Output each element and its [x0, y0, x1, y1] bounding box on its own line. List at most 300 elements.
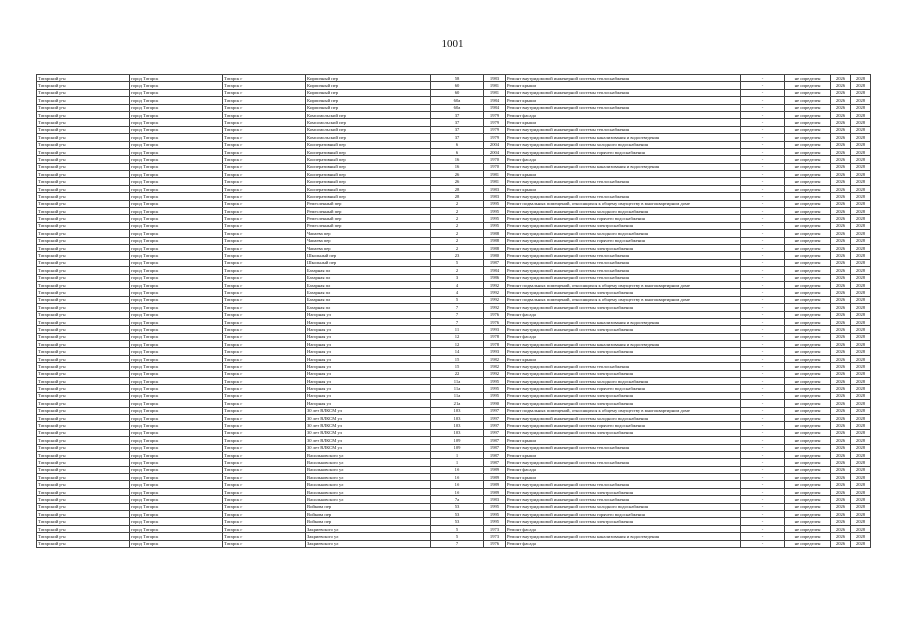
settlement-cell: Татарск г [223, 422, 306, 429]
settlement-cell: Татарск г [223, 355, 306, 362]
municipality-cell: город Татарск [130, 89, 223, 96]
year-end-cell: 2028 [851, 511, 871, 518]
table-row [37, 481, 871, 488]
work-type-cell: Ремонт внутридомовой инженерной системы электроснабжения [506, 348, 741, 355]
street-cell: Васильковского ул [306, 459, 431, 466]
contractor-cell: не определен [785, 496, 831, 503]
district-cell: Татарский р-н [37, 474, 130, 481]
cost-cell: - [741, 459, 785, 466]
district-cell: Татарский р-н [37, 97, 130, 104]
contractor-cell: не определен [785, 208, 831, 215]
table-row [37, 89, 871, 96]
district-cell: Татарский р-н [37, 422, 130, 429]
year-end-cell: 2028 [851, 208, 871, 215]
year-built-cell: 1995 [484, 511, 506, 518]
year-end-cell: 2028 [851, 496, 871, 503]
cost-cell: - [741, 326, 785, 333]
year-start-cell: 2026 [831, 200, 851, 207]
house-number-cell: 26 [431, 178, 484, 185]
settlement-cell: Татарск г [223, 525, 306, 532]
year-built-cell: 1989 [484, 488, 506, 495]
year-built-cell: 1987 [484, 437, 506, 444]
year-start-cell: 2026 [831, 311, 851, 318]
contractor-cell: не определен [785, 518, 831, 525]
municipality-cell: город Татарск [130, 230, 223, 237]
cost-cell: - [741, 126, 785, 133]
settlement-cell: Татарск г [223, 304, 306, 311]
table-row [37, 503, 871, 510]
contractor-cell: не определен [785, 178, 831, 185]
year-start-cell: 2026 [831, 481, 851, 488]
house-number-cell: 4 [431, 281, 484, 288]
year-built-cell: 1981 [484, 89, 506, 96]
cost-cell: - [741, 407, 785, 414]
year-end-cell: 2028 [851, 193, 871, 200]
year-end-cell: 2028 [851, 533, 871, 540]
settlement-cell: Татарск г [223, 400, 306, 407]
municipality-cell: город Татарск [130, 540, 223, 547]
year-built-cell: 1993 [484, 326, 506, 333]
district-cell: Татарский р-н [37, 222, 130, 229]
municipality-cell: город Татарск [130, 518, 223, 525]
street-cell: Кооперативный пер [306, 148, 431, 155]
street-cell: Школьный пер [306, 252, 431, 259]
table-row [37, 200, 871, 207]
table-row [37, 318, 871, 325]
contractor-cell: не определен [785, 466, 831, 473]
year-built-cell: 1979 [484, 134, 506, 141]
street-cell: Чапаева пер [306, 237, 431, 244]
year-built-cell: 1997 [484, 407, 506, 414]
house-number-cell: 37 [431, 119, 484, 126]
year-start-cell: 2026 [831, 333, 851, 340]
cost-cell: - [741, 481, 785, 488]
table-row [37, 348, 871, 355]
work-type-cell: Ремонт подвальных помещений, относящихся к общему имуществу в многоквартирном доме [506, 200, 741, 207]
work-type-cell: Ремонт внутридомовой инженерной системы теплоснабжения [506, 104, 741, 111]
municipality-cell: город Татарск [130, 333, 223, 340]
work-type-cell: Ремонт внутридомовой инженерной системы электроснабжения [506, 304, 741, 311]
house-number-cell: 7а [431, 496, 484, 503]
settlement-cell: Татарск г [223, 414, 306, 421]
table-row [37, 75, 871, 82]
work-type-cell: Ремонт крыши [506, 185, 741, 192]
work-type-cell: Ремонт внутридомовой инженерной системы холодного водоснабжения [506, 230, 741, 237]
year-end-cell: 2028 [851, 503, 871, 510]
street-cell: Нагорная ул [306, 341, 431, 348]
settlement-cell: Татарск г [223, 511, 306, 518]
year-end-cell: 2028 [851, 385, 871, 392]
year-built-cell: 1995 [484, 200, 506, 207]
street-cell: Кирпичный пер [306, 82, 431, 89]
year-start-cell: 2026 [831, 104, 851, 111]
street-cell: Комсомольский пер [306, 134, 431, 141]
district-cell: Татарский р-н [37, 407, 130, 414]
year-end-cell: 2028 [851, 230, 871, 237]
settlement-cell: Татарск г [223, 126, 306, 133]
contractor-cell: не определен [785, 119, 831, 126]
table-row [37, 267, 871, 274]
year-start-cell: 2026 [831, 304, 851, 311]
year-end-cell: 2028 [851, 363, 871, 370]
street-cell: 30 лет ВЛКСМ ул [306, 407, 431, 414]
settlement-cell: Татарск г [223, 451, 306, 458]
contractor-cell: не определен [785, 348, 831, 355]
district-cell: Татарский р-н [37, 392, 130, 399]
table-row [37, 437, 871, 444]
year-built-cell: 1997 [484, 422, 506, 429]
year-start-cell: 2026 [831, 533, 851, 540]
contractor-cell: не определен [785, 540, 831, 547]
work-type-cell: Ремонт фасада [506, 156, 741, 163]
district-cell: Татарский р-н [37, 363, 130, 370]
settlement-cell: Татарск г [223, 540, 306, 547]
municipality-cell: город Татарск [130, 496, 223, 503]
street-cell: 30 лет ВЛКСМ ул [306, 414, 431, 421]
year-built-cell: 1989 [484, 474, 506, 481]
cost-cell: - [741, 215, 785, 222]
municipality-cell: город Татарск [130, 422, 223, 429]
contractor-cell: не определен [785, 215, 831, 222]
street-cell: Чапаева пер [306, 244, 431, 251]
contractor-cell: не определен [785, 525, 831, 532]
settlement-cell: Татарск г [223, 237, 306, 244]
house-number-cell: 2 [431, 215, 484, 222]
settlement-cell: Татарск г [223, 222, 306, 229]
cost-cell: - [741, 533, 785, 540]
settlement-cell: Татарск г [223, 370, 306, 377]
municipality-cell: город Татарск [130, 414, 223, 421]
cost-cell: - [741, 414, 785, 421]
contractor-cell: не определен [785, 481, 831, 488]
year-built-cell: 1988 [484, 237, 506, 244]
municipality-cell: город Татарск [130, 318, 223, 325]
street-cell: Кооперативный пер [306, 141, 431, 148]
cost-cell: - [741, 304, 785, 311]
municipality-cell: город Татарск [130, 437, 223, 444]
contractor-cell: не определен [785, 104, 831, 111]
table-row [37, 104, 871, 111]
table-row [37, 363, 871, 370]
year-start-cell: 2026 [831, 326, 851, 333]
municipality-cell: город Татарск [130, 141, 223, 148]
year-start-cell: 2026 [831, 134, 851, 141]
contractor-cell: не определен [785, 444, 831, 451]
district-cell: Татарский р-н [37, 400, 130, 407]
house-number-cell: 11а [431, 378, 484, 385]
year-built-cell: 1997 [484, 414, 506, 421]
settlement-cell: Татарск г [223, 333, 306, 340]
district-cell: Татарский р-н [37, 259, 130, 266]
table-row [37, 171, 871, 178]
work-type-cell: Ремонт крыши [506, 474, 741, 481]
work-type-cell: Ремонт крыши [506, 82, 741, 89]
district-cell: Татарский р-н [37, 341, 130, 348]
work-type-cell: Ремонт фасада [506, 111, 741, 118]
cost-cell: - [741, 348, 785, 355]
table-row [37, 156, 871, 163]
year-start-cell: 2026 [831, 474, 851, 481]
contractor-cell: не определен [785, 252, 831, 259]
work-type-cell: Ремонт крыши [506, 97, 741, 104]
year-end-cell: 2028 [851, 97, 871, 104]
contractor-cell: не определен [785, 141, 831, 148]
work-type-cell: Ремонт внутридомовой инженерной системы теплоснабжения [506, 481, 741, 488]
street-cell: Школьный пер [306, 259, 431, 266]
cost-cell: - [741, 89, 785, 96]
district-cell: Татарский р-н [37, 370, 130, 377]
cost-cell: - [741, 333, 785, 340]
cost-cell: - [741, 385, 785, 392]
municipality-cell: город Татарск [130, 296, 223, 303]
district-cell: Татарский р-н [37, 156, 130, 163]
table-row [37, 533, 871, 540]
settlement-cell: Татарск г [223, 289, 306, 296]
year-end-cell: 2028 [851, 392, 871, 399]
settlement-cell: Татарск г [223, 392, 306, 399]
municipality-cell: город Татарск [130, 289, 223, 296]
year-built-cell: 1979 [484, 119, 506, 126]
district-cell: Татарский р-н [37, 200, 130, 207]
district-cell: Татарский р-н [37, 333, 130, 340]
year-end-cell: 2028 [851, 540, 871, 547]
cost-cell: - [741, 208, 785, 215]
district-cell: Татарский р-н [37, 244, 130, 251]
contractor-cell: не определен [785, 230, 831, 237]
year-built-cell: 1984 [484, 267, 506, 274]
year-start-cell: 2026 [831, 259, 851, 266]
year-built-cell: 1982 [484, 355, 506, 362]
cost-cell: - [741, 451, 785, 458]
year-end-cell: 2028 [851, 215, 871, 222]
contractor-cell: не определен [785, 451, 831, 458]
year-end-cell: 2028 [851, 422, 871, 429]
municipality-cell: город Татарск [130, 111, 223, 118]
year-end-cell: 2028 [851, 318, 871, 325]
settlement-cell: Татарск г [223, 75, 306, 82]
district-cell: Татарский р-н [37, 540, 130, 547]
street-cell: Закриевского ул [306, 525, 431, 532]
table-row [37, 333, 871, 340]
street-cell: Базарная пл [306, 289, 431, 296]
work-type-cell: Ремонт внутридомовой инженерной системы горячего водоснабжения [506, 422, 741, 429]
district-cell: Татарский р-н [37, 126, 130, 133]
cost-cell: - [741, 296, 785, 303]
contractor-cell: не определен [785, 326, 831, 333]
cost-cell: - [741, 437, 785, 444]
district-cell: Татарский р-н [37, 185, 130, 192]
table-row [37, 459, 871, 466]
year-start-cell: 2026 [831, 178, 851, 185]
year-end-cell: 2028 [851, 444, 871, 451]
contractor-cell: не определен [785, 148, 831, 155]
contractor-cell: не определен [785, 414, 831, 421]
settlement-cell: Татарск г [223, 185, 306, 192]
district-cell: Татарский р-н [37, 215, 130, 222]
municipality-cell: город Татарск [130, 311, 223, 318]
house-number-cell: 12 [431, 333, 484, 340]
year-start-cell: 2026 [831, 281, 851, 288]
cost-cell: - [741, 311, 785, 318]
settlement-cell: Татарск г [223, 104, 306, 111]
year-start-cell: 2026 [831, 370, 851, 377]
municipality-cell: город Татарск [130, 429, 223, 436]
contractor-cell: не определен [785, 392, 831, 399]
street-cell: Кооперативный пер [306, 163, 431, 170]
table-row [37, 185, 871, 192]
settlement-cell: Татарск г [223, 119, 306, 126]
municipality-cell: город Татарск [130, 363, 223, 370]
year-built-cell: 1976 [484, 540, 506, 547]
table-row [37, 230, 871, 237]
table-row [37, 444, 871, 451]
contractor-cell: не определен [785, 304, 831, 311]
house-number-cell: 109 [431, 444, 484, 451]
street-cell: Кооперативный пер [306, 185, 431, 192]
house-number-cell: 2 [431, 230, 484, 237]
cost-cell: - [741, 370, 785, 377]
contractor-cell: не определен [785, 503, 831, 510]
street-cell: Кооперативный пер [306, 178, 431, 185]
work-type-cell: Ремонт фасада [506, 540, 741, 547]
municipality-cell: город Татарск [130, 237, 223, 244]
district-cell: Татарский р-н [37, 355, 130, 362]
contractor-cell: не определен [785, 259, 831, 266]
house-number-cell: 5 [431, 259, 484, 266]
page-number: 1001 [441, 38, 464, 50]
year-built-cell: 1978 [484, 333, 506, 340]
municipality-cell: город Татарск [130, 104, 223, 111]
cost-cell: - [741, 378, 785, 385]
cost-cell: - [741, 466, 785, 473]
municipality-cell: город Татарск [130, 134, 223, 141]
settlement-cell: Татарск г [223, 496, 306, 503]
settlement-cell: Татарск г [223, 274, 306, 281]
work-type-cell: Ремонт внутридомовой инженерной системы холодного водоснабжения [506, 503, 741, 510]
year-end-cell: 2028 [851, 267, 871, 274]
cost-cell: - [741, 474, 785, 481]
year-built-cell: 1995 [484, 378, 506, 385]
table-row [37, 97, 871, 104]
contractor-cell: не определен [785, 89, 831, 96]
settlement-cell: Татарск г [223, 311, 306, 318]
house-number-cell: 16 [431, 156, 484, 163]
work-type-cell: Ремонт внутридомовой инженерной системы холодного водоснабжения [506, 378, 741, 385]
street-cell: Васильковского ул [306, 451, 431, 458]
table-row [37, 141, 871, 148]
table-row [37, 466, 871, 473]
street-cell: 30 лет ВЛКСМ ул [306, 422, 431, 429]
year-built-cell: 1970 [484, 163, 506, 170]
street-cell: Нагорная ул [306, 333, 431, 340]
house-number-cell: 1 [431, 451, 484, 458]
work-type-cell: Ремонт внутридомовой инженерной системы электроснабжения [506, 400, 741, 407]
table-row [37, 370, 871, 377]
table-row [37, 414, 871, 421]
municipality-cell: город Татарск [130, 171, 223, 178]
district-cell: Татарский р-н [37, 104, 130, 111]
year-end-cell: 2028 [851, 178, 871, 185]
house-number-cell: 103 [431, 429, 484, 436]
year-built-cell: 1973 [484, 533, 506, 540]
year-start-cell: 2026 [831, 525, 851, 532]
year-start-cell: 2026 [831, 75, 851, 82]
year-built-cell: 1997 [484, 429, 506, 436]
contractor-cell: не определен [785, 111, 831, 118]
house-number-cell: 3 [431, 274, 484, 281]
cost-cell: - [741, 488, 785, 495]
district-cell: Татарский р-н [37, 318, 130, 325]
street-cell: Ремесленный пер [306, 208, 431, 215]
work-type-cell: Ремонт внутридомовой инженерной системы горячего водоснабжения [506, 148, 741, 155]
work-type-cell: Ремонт внутридомовой инженерной системы электроснабжения [506, 392, 741, 399]
street-cell: Войкова пер [306, 503, 431, 510]
year-end-cell: 2028 [851, 304, 871, 311]
work-type-cell: Ремонт фасада [506, 525, 741, 532]
settlement-cell: Татарск г [223, 341, 306, 348]
cost-cell: - [741, 252, 785, 259]
year-start-cell: 2026 [831, 82, 851, 89]
street-cell: Ремесленный пер [306, 215, 431, 222]
year-start-cell: 2026 [831, 422, 851, 429]
cost-cell: - [741, 222, 785, 229]
district-cell: Татарский р-н [37, 134, 130, 141]
settlement-cell: Татарск г [223, 259, 306, 266]
contractor-cell: не определен [785, 459, 831, 466]
table-row [37, 496, 871, 503]
year-built-cell: 1995 [484, 222, 506, 229]
street-cell: Кирпичный пер [306, 89, 431, 96]
work-type-cell: Ремонт внутридомовой инженерной системы горячего водоснабжения [506, 215, 741, 222]
cost-cell: - [741, 355, 785, 362]
contractor-cell: не определен [785, 126, 831, 133]
municipality-cell: город Татарск [130, 481, 223, 488]
settlement-cell: Татарск г [223, 474, 306, 481]
district-cell: Татарский р-н [37, 178, 130, 185]
contractor-cell: не определен [785, 281, 831, 288]
work-type-cell: Ремонт крыши [506, 355, 741, 362]
table-row [37, 134, 871, 141]
house-number-cell: 37 [431, 134, 484, 141]
contractor-cell: не определен [785, 296, 831, 303]
district-cell: Татарский р-н [37, 326, 130, 333]
table-row [37, 451, 871, 458]
municipality-cell: город Татарск [130, 348, 223, 355]
cost-cell: - [741, 244, 785, 251]
year-end-cell: 2028 [851, 185, 871, 192]
house-number-cell: 5 [431, 533, 484, 540]
contractor-cell: не определен [785, 533, 831, 540]
contractor-cell: не определен [785, 474, 831, 481]
year-end-cell: 2028 [851, 252, 871, 259]
year-end-cell: 2028 [851, 525, 871, 532]
table-row [37, 422, 871, 429]
house-number-cell: 14 [431, 348, 484, 355]
year-end-cell: 2028 [851, 378, 871, 385]
house-number-cell: 2 [431, 237, 484, 244]
house-number-cell: 1б [431, 466, 484, 473]
year-start-cell: 2026 [831, 341, 851, 348]
year-end-cell: 2028 [851, 518, 871, 525]
municipality-cell: город Татарск [130, 259, 223, 266]
table-row [37, 407, 871, 414]
district-cell: Татарский р-н [37, 75, 130, 82]
contractor-cell: не определен [785, 185, 831, 192]
contractor-cell: не определен [785, 193, 831, 200]
table-row [37, 341, 871, 348]
settlement-cell: Татарск г [223, 267, 306, 274]
street-cell: Нагорная ул [306, 400, 431, 407]
